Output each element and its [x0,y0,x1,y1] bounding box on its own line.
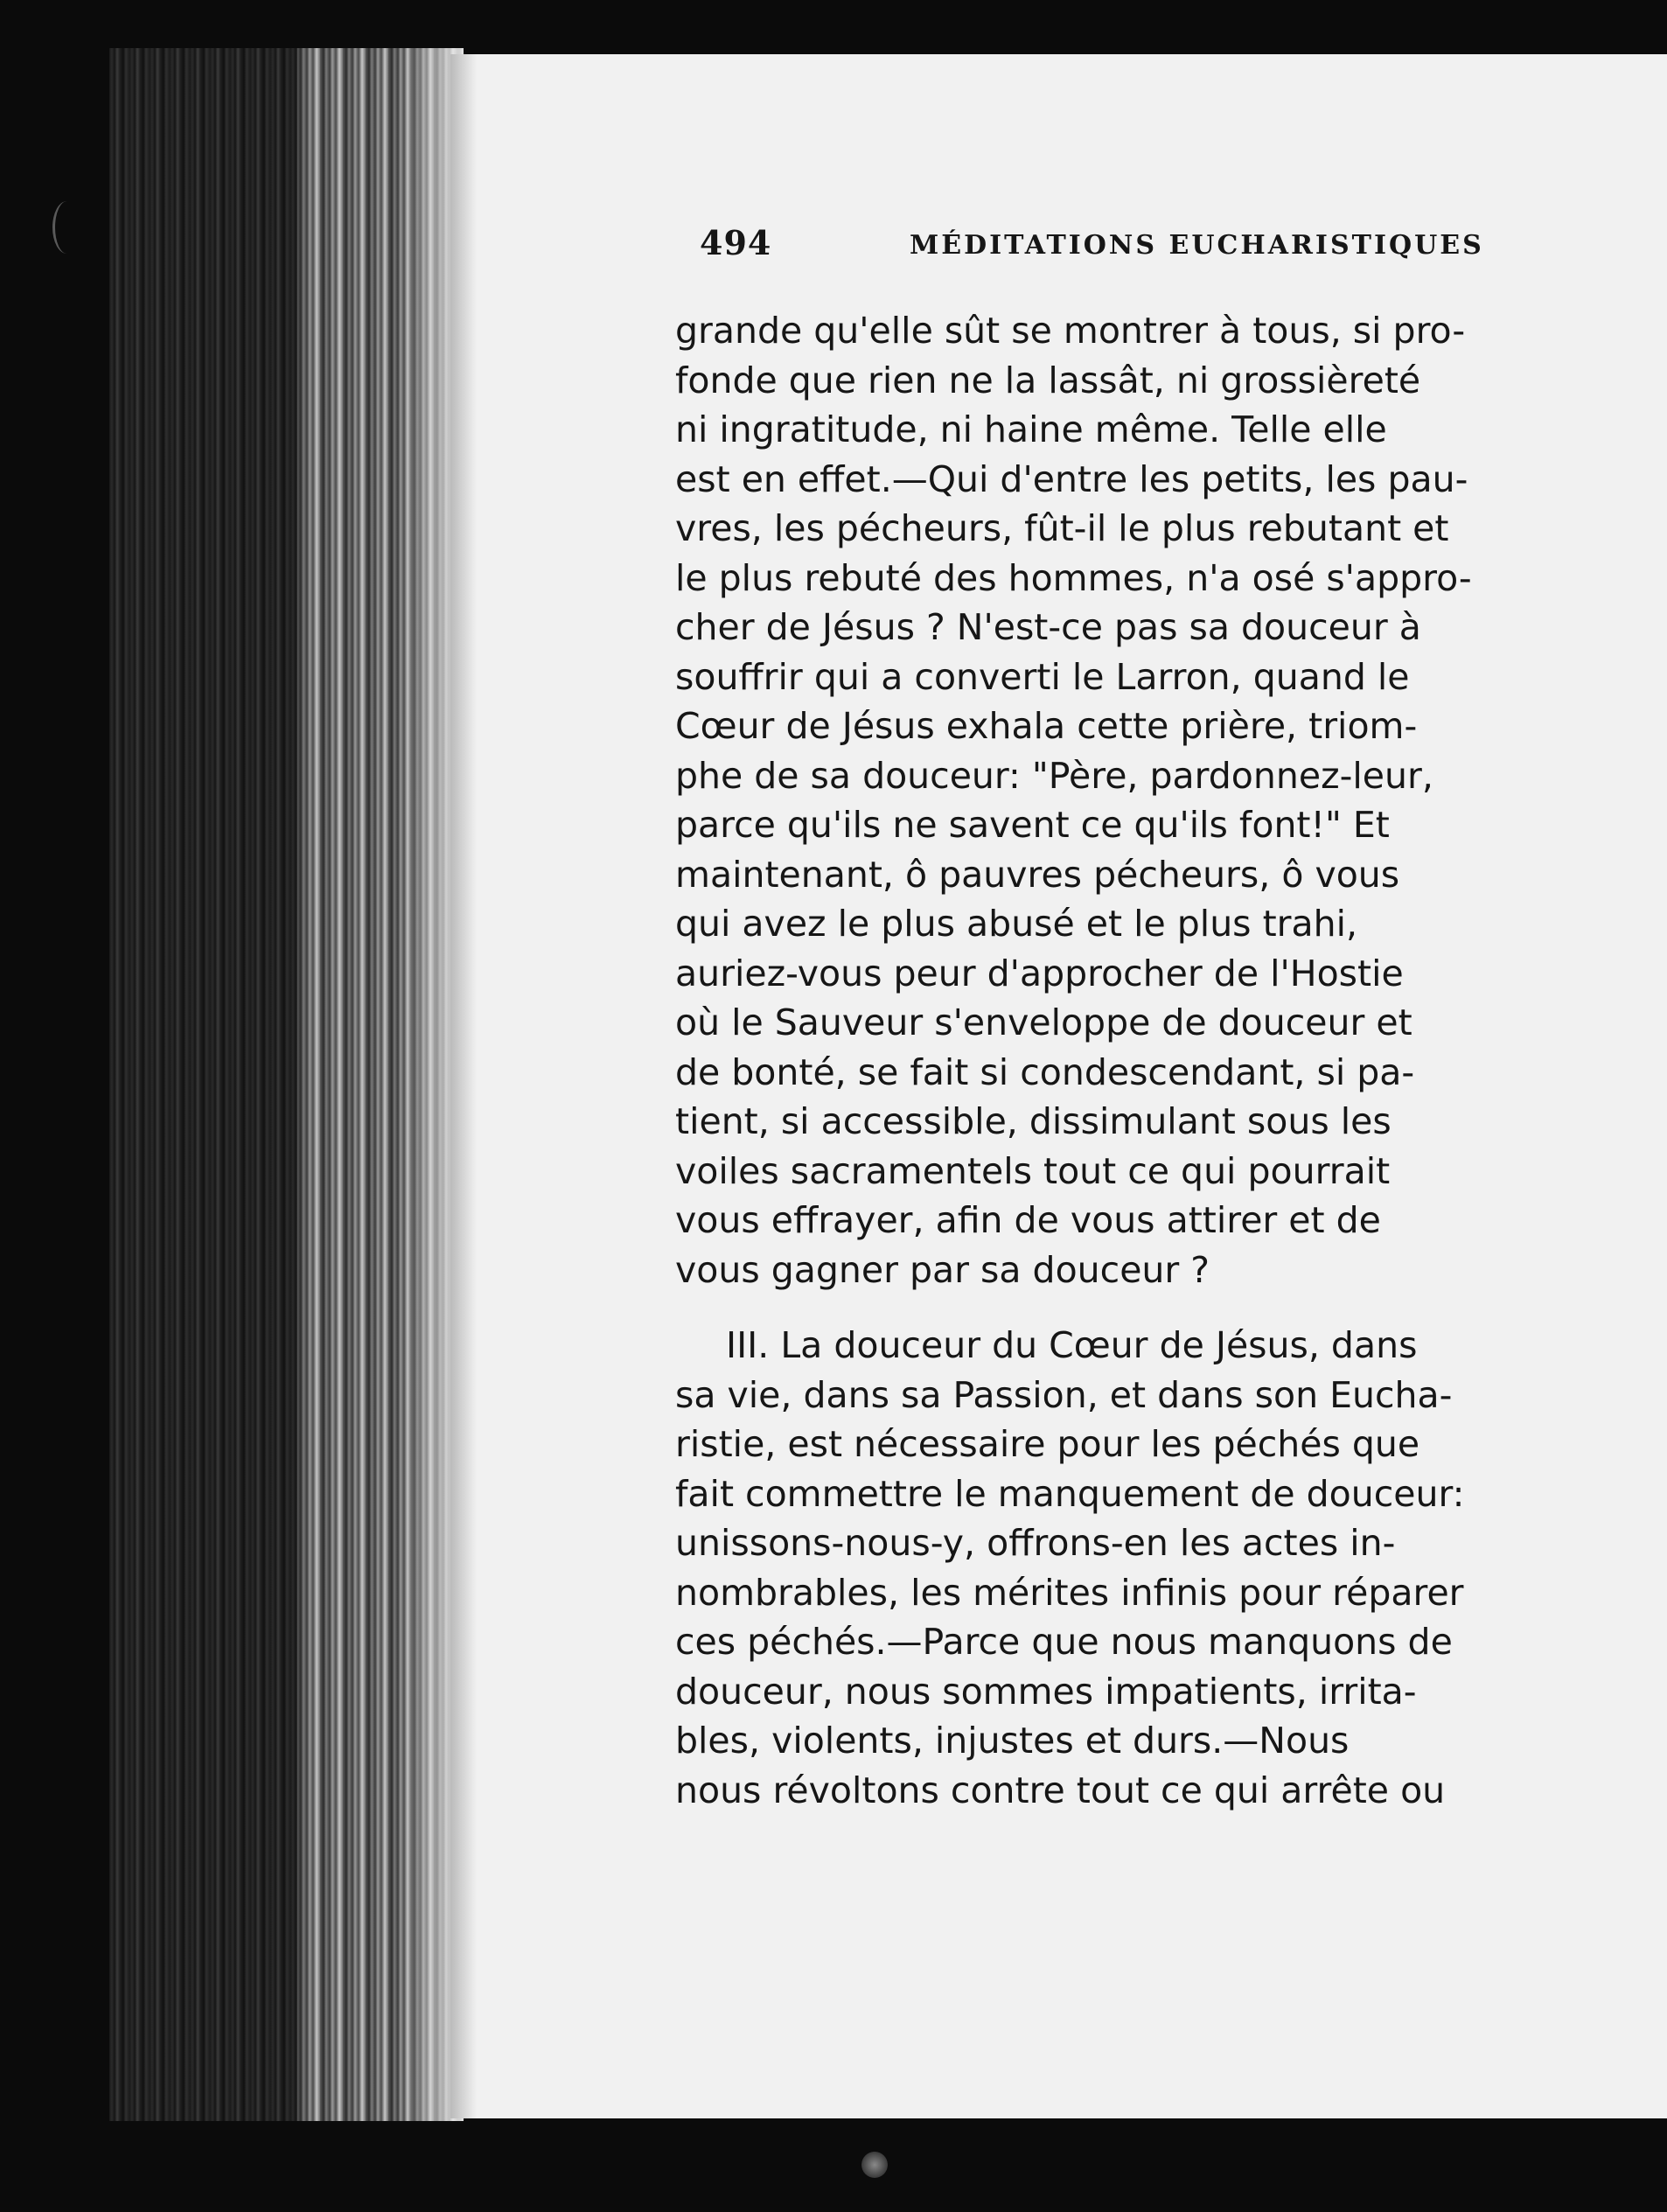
text-line: ristie, est nécessaire pour les péchés que [675,1423,1420,1465]
text-line: maintenant, ô pauvres pécheurs, ô vous [675,853,1400,896]
text-line: voiles sacramentels tout ce qui pourrait [675,1149,1391,1192]
text-line: Cœur de Jésus exhala cette prière, triom- [675,705,1418,747]
text-line: le plus rebuté des hommes, n'a osé s'appro- [675,556,1472,599]
text-line: unissons-nous-y, offrons-en les actes in- [675,1522,1396,1564]
text-line: où le Sauveur s'enveloppe de douceur et [675,1001,1412,1043]
text-line: cher de Jésus ? N'est-ce pas sa douceur à [675,606,1421,648]
text-line: est en effet.—Qui d'entre les petits, les pau- [675,457,1468,500]
text-line: vous gagner par sa douceur ? [675,1248,1210,1291]
paragraph-1 [675,306,1664,1294]
body-text [675,306,1664,1815]
text-line: III. La douceur du Cœur de Jésus, dans [726,1324,1418,1366]
text-line: bles, violents, injustes et durs.—Nous [675,1720,1350,1762]
page-header [700,223,1574,267]
text-line: qui avez le plus abusé et le plus trahi, [675,903,1358,945]
text-line: douceur, nous sommes impatients, irrita- [675,1670,1417,1713]
text-line: auriez-vous peur d'approcher de l'Hostie [675,952,1404,994]
text-line: tient, si accessible, dissimulant sous les [675,1100,1391,1142]
text-line: fonde que rien ne la lassât, ni grossièreté [675,359,1421,401]
scan-artifact [52,201,81,254]
text-line: nombrables, les mérites infinis pour réparer [675,1571,1464,1614]
text-line: souffrir qui a converti le Larron, quand le [675,655,1410,698]
paragraph-gap [675,1294,1664,1321]
running-title: MÉDITATIONS EUCHARISTIQUES [910,230,1484,261]
paragraph-2 [675,1321,1664,1815]
page-number: 494 [700,223,772,262]
text-line: de bonté, se fait si condescendant, si pa- [675,1050,1415,1093]
text-line: phe de sa douceur: "Père, pardonnez-leur, [675,754,1433,797]
scan-speck [861,2152,888,2178]
text-line: sa vie, dans sa Passion, et dans son Eucha- [675,1373,1453,1416]
text-line: nous révoltons contre tout ce qui arrête ou [675,1769,1446,1811]
text-line: ni ingratitude, ni haine même. Telle elle [675,408,1387,450]
text-line: parce qu'ils ne savent ce qu'ils font!" Et [675,804,1390,846]
text-line: grande qu'elle sût se montrer à tous, si pro- [675,310,1466,352]
text-line: vous effrayer, afin de vous attirer et de [675,1199,1381,1241]
text-line: fait commettre le manquement de douceur: [675,1472,1465,1515]
text-line: ces péchés.—Parce que nous manquons de [675,1621,1453,1663]
text-line: vres, les pécheurs, fût-il le plus rebutant et [675,507,1449,549]
page-shadow [450,54,477,2118]
